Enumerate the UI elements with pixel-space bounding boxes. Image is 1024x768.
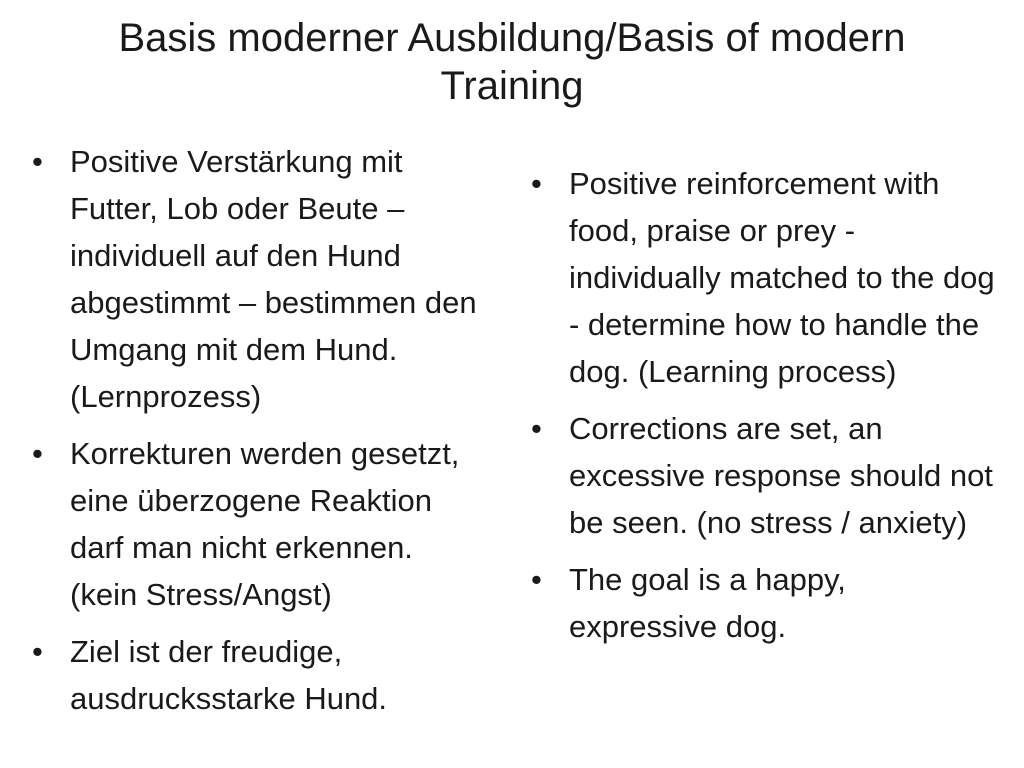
list-item: [28, 430, 488, 618]
list-item: [527, 556, 997, 650]
bullet-text: Corrections are set, an excessive response should not be seen. (no stress / anxiety): [569, 411, 993, 540]
right-column-english: [527, 160, 997, 650]
bullet-text: Positive reinforcement with food, praise or prey - individually matched to the dog - determine how to handle the dog. (Learning process): [569, 166, 995, 389]
bullet-dot-icon: •: [32, 634, 43, 669]
bullet-dot-icon: •: [531, 411, 542, 446]
list-item: [527, 405, 997, 546]
slide-title: Basis moderner Ausbildung/Basis of modern Training: [118, 16, 906, 108]
bullet-dot-icon: •: [32, 436, 43, 471]
bullet-text: Positive Verstärkung mit Futter, Lob oder Beute – individuell auf den Hund abgestimmt – bestimmen den Umgang mit dem Hund. (Lernprozess): [70, 144, 477, 414]
list-item: [527, 160, 997, 395]
list-item: [28, 138, 488, 420]
bullet-text: The goal is a happy, expressive dog.: [569, 562, 846, 644]
bullet-dot-icon: •: [32, 144, 43, 179]
left-column-german: [28, 138, 488, 722]
bullet-text: Korrekturen werden gesetzt, eine überzogene Reaktion darf man nicht erkennen. (kein Stress/Angst): [70, 436, 460, 612]
bullet-dot-icon: •: [531, 166, 542, 201]
list-item: [28, 628, 488, 722]
bullet-dot-icon: •: [531, 562, 542, 597]
bullet-text: Ziel ist der freudige, ausdrucksstarke Hund.: [70, 634, 388, 716]
